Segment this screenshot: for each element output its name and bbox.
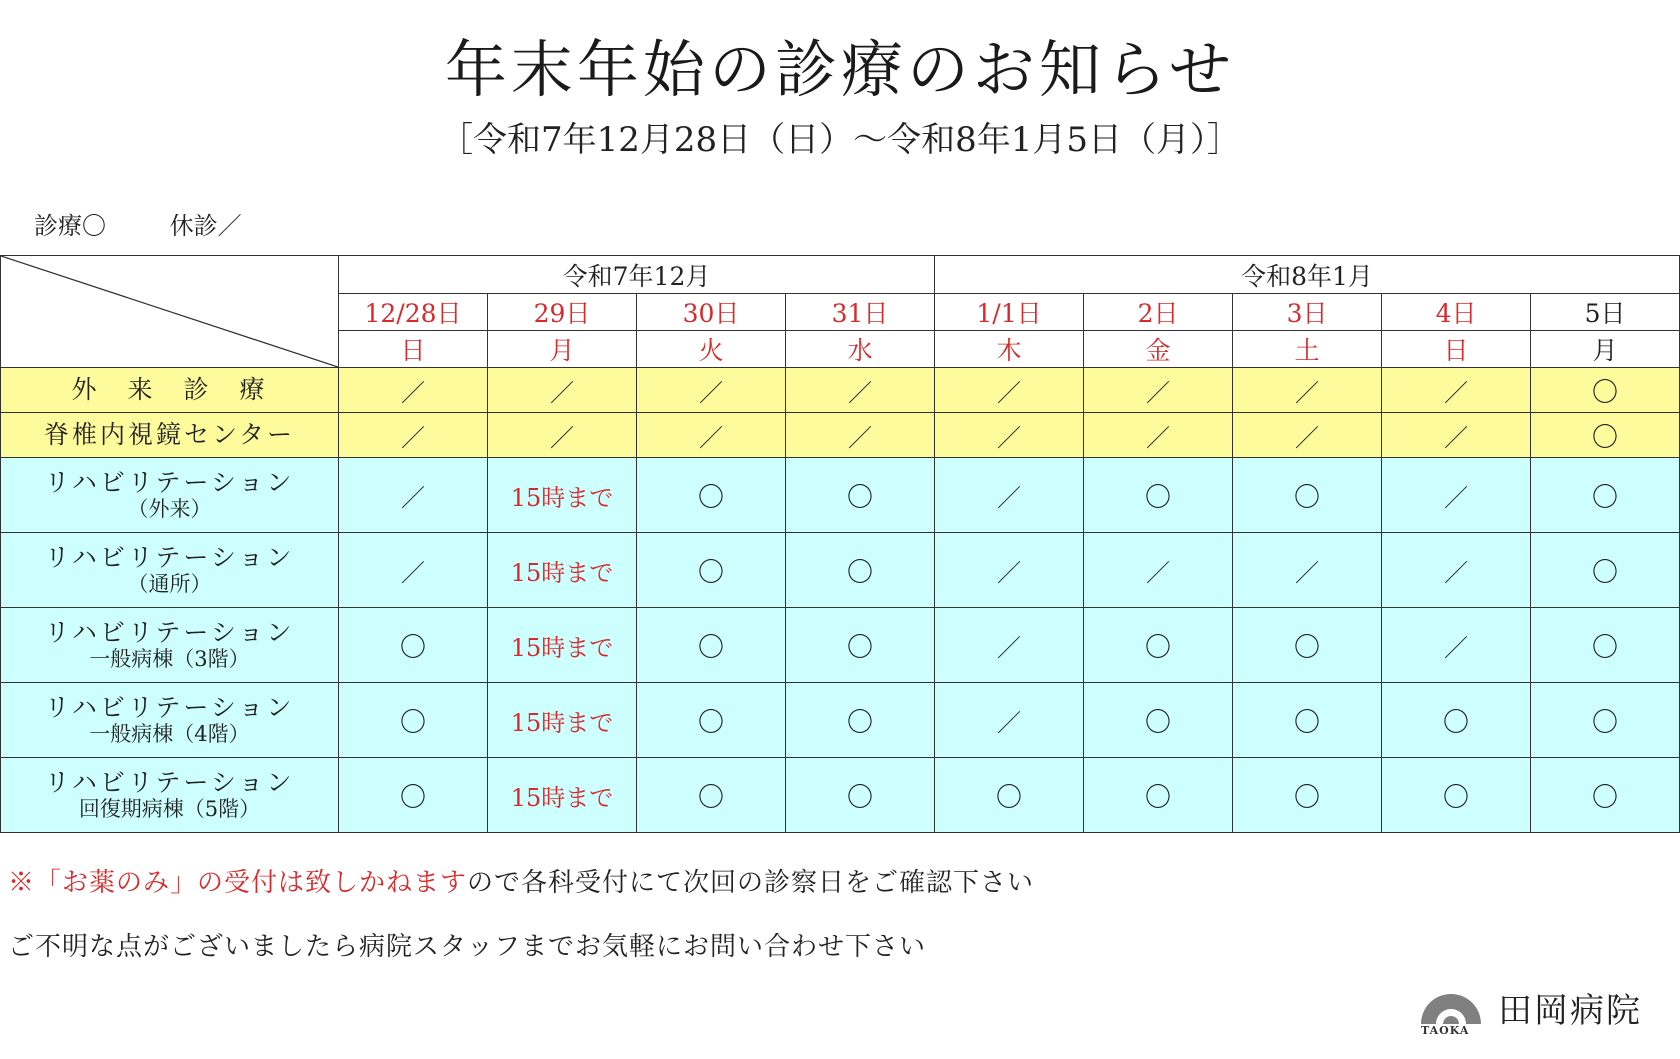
status-open: 〇 [1233,758,1382,833]
status-open: 〇 [1531,413,1680,458]
status-limited: 15時まで [488,533,637,608]
status-closed: ／ [935,413,1084,458]
status-open: 〇 [1531,608,1680,683]
department-name: 脊椎内視鏡センター [43,419,295,449]
status-closed: ／ [1084,533,1233,608]
status-limited: 15時まで [488,758,637,833]
department-name: リハビリテーション [44,767,295,797]
status-closed: ／ [339,413,488,458]
status-closed: ／ [1382,608,1531,683]
status-open: 〇 [637,683,786,758]
status-closed: ／ [1382,458,1531,533]
weekday-cell: 日 [1382,331,1531,368]
status-closed: ／ [1233,533,1382,608]
schedule-row [1,458,1680,533]
status-open: 〇 [637,608,786,683]
status-closed: ／ [488,368,637,413]
hospital-name: 田岡病院 [1498,991,1642,1031]
status-closed: ／ [1382,533,1531,608]
department-subname: （外来） [127,497,212,522]
legend-closed: 休診／ [169,212,242,240]
status-closed: ／ [1233,413,1382,458]
status-closed: ／ [339,458,488,533]
department-subname: 回復期病棟（5階） [78,797,261,822]
status-open: 〇 [637,458,786,533]
status-open: 〇 [1084,683,1233,758]
month-header-row [1,256,1680,294]
date-range-subtitle: ［令和7年12月28日（日）～令和8年1月5日（月）］ [438,120,1242,160]
date-cell: 12/28日 [339,294,488,331]
date-cell: 1/1日 [935,294,1084,331]
month-header-dec: 令和7年12月 [339,256,935,294]
schedule-row [1,608,1680,683]
date-cell: 29日 [488,294,637,331]
status-open: 〇 [1531,458,1680,533]
note-prescription-rest: ので各科受付にて次回の診察日をご確認下さい [467,868,1035,898]
schedule-row [1,533,1680,608]
status-closed: ／ [935,683,1084,758]
status-open: 〇 [1233,608,1382,683]
status-closed: ／ [637,368,786,413]
department-label [1,458,339,533]
status-closed: ／ [1233,368,1382,413]
legend-open: 診療〇 [34,212,106,240]
status-closed: ／ [1084,413,1233,458]
status-open: 〇 [786,608,935,683]
department-name: リハビリテーション [44,692,295,722]
note-prescription-warning: ※「お薬のみ」の受付は致しかねます [8,868,468,898]
status-open: 〇 [786,758,935,833]
schedule-row [1,413,1680,458]
status-limited: 15時まで [488,458,637,533]
weekday-cell: 月 [1531,331,1680,368]
status-closed: ／ [637,413,786,458]
status-closed: ／ [1382,413,1531,458]
weekday-cell: 水 [786,331,935,368]
status-closed: ／ [935,608,1084,683]
department-label [1,683,339,758]
department-subname: 一般病棟（3階） [89,647,250,672]
department-name: リハビリテーション [44,542,295,572]
department-label [1,608,339,683]
status-closed: ／ [786,368,935,413]
status-limited: 15時まで [488,608,637,683]
status-open: 〇 [1531,758,1680,833]
department-name: 外 来 診 療 [71,374,268,404]
weekday-cell: 金 [1084,331,1233,368]
note-contact: ご不明な点がございましたら病院スタッフまでお気軽にお問い合わせ下さい [8,932,927,962]
status-open: 〇 [1084,608,1233,683]
date-cell: 5日 [1531,294,1680,331]
weekday-cell: 土 [1233,331,1382,368]
status-closed: ／ [339,368,488,413]
department-label [1,368,339,413]
status-closed: ／ [1084,368,1233,413]
department-subname: 一般病棟（4階） [89,722,250,747]
status-closed: ／ [935,368,1084,413]
note-prescription [8,862,1034,899]
status-open: 〇 [935,758,1084,833]
department-name: リハビリテーション [44,467,295,497]
weekday-cell: 月 [488,331,637,368]
status-closed: ／ [1382,368,1531,413]
status-open: 〇 [339,608,488,683]
month-header-jan: 令和8年1月 [935,256,1680,294]
status-open: 〇 [786,458,935,533]
schedule-table [0,255,1680,833]
logo-text: TAOKA [1421,1024,1470,1037]
status-closed: ／ [339,533,488,608]
date-cell: 2日 [1084,294,1233,331]
status-limited: 15時まで [488,683,637,758]
department-label [1,758,339,833]
status-open: 〇 [1531,683,1680,758]
status-closed: ／ [786,413,935,458]
schedule-row [1,758,1680,833]
status-open: 〇 [786,533,935,608]
department-name: リハビリテーション [44,617,295,647]
weekday-cell: 木 [935,331,1084,368]
status-open: 〇 [1531,533,1680,608]
status-open: 〇 [339,683,488,758]
department-subname: （通所） [127,572,212,597]
status-closed: ／ [935,533,1084,608]
status-open: 〇 [1382,683,1531,758]
page-title: 年末年始の診療のお知らせ [444,33,1236,106]
corner-cell [1,256,339,368]
schedule-row [1,368,1680,413]
weekday-cell: 日 [339,331,488,368]
status-open: 〇 [339,758,488,833]
status-open: 〇 [1084,458,1233,533]
status-closed: ／ [488,413,637,458]
weekday-cell: 火 [637,331,786,368]
status-closed: ／ [935,458,1084,533]
date-cell: 3日 [1233,294,1382,331]
schedule-row [1,683,1680,758]
legend [34,206,242,241]
date-cell: 30日 [637,294,786,331]
diagonal-line [1,256,338,367]
date-cell: 31日 [786,294,935,331]
status-open: 〇 [1233,683,1382,758]
status-open: 〇 [1531,368,1680,413]
status-open: 〇 [1084,758,1233,833]
date-cell: 4日 [1382,294,1531,331]
status-open: 〇 [786,683,935,758]
status-open: 〇 [1382,758,1531,833]
department-label [1,413,339,458]
status-open: 〇 [637,758,786,833]
status-open: 〇 [637,533,786,608]
status-open: 〇 [1233,458,1382,533]
department-label [1,533,339,608]
